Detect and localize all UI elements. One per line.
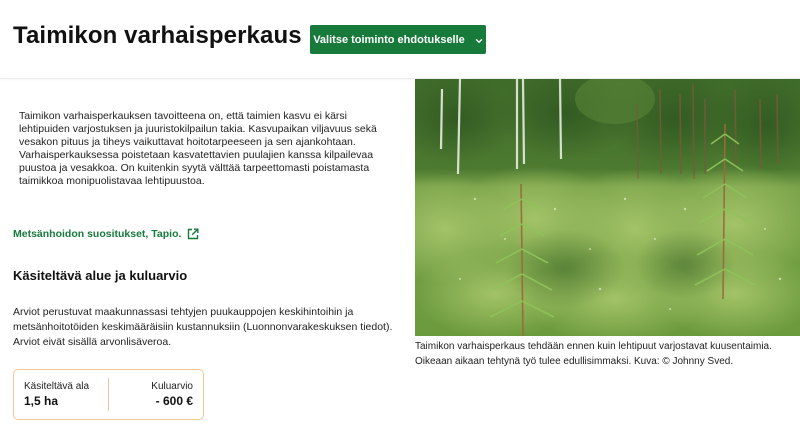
photo-caption: Taimikon varhaisperkaus tehdään ennen kuin lehtipuut varjostavat kuusentaimia. Oikeaan aikaan tehtynä työ tulee edullisimmaksi. Kuva: © Johnny Sved.	[415, 341, 772, 367]
select-action-label: Valitse toiminto ehdotukselle	[313, 33, 465, 46]
intro-text: Taimikon varhaisperkauksen tavoitteena on, että taimien kasvu ei kärsi lehtipuiden varjostuksen ja juuristokilpailun takia. Kasvupaikan viljavuus sekä vesakon pituus ja tiheys vaikuttavat hoitotarpeeseen ja sen ajankohtaan. Varhaisperkauksessa poistetaan kasvatettavien puulajien kanssa kilpailevaa puustoa ja vesakkoa. On kuitenkin syytä välttää tarpeettomasti poistamasta taimikkoa monipuolistavaa lehtipuustoa.	[19, 110, 377, 187]
external-link-icon	[187, 228, 199, 240]
section-title: Käsiteltävä alue ja kuluarvio	[13, 268, 188, 283]
area-cell	[14, 370, 108, 419]
forest-seedling-photo	[415, 79, 800, 336]
chevron-down-icon	[475, 36, 483, 44]
cost-cell	[109, 370, 203, 419]
select-action-button[interactable]	[310, 25, 486, 54]
cost-label: Kuluarvio	[151, 381, 193, 392]
link-label: Metsänhoidon suositukset, Tapio.	[13, 228, 182, 240]
page-header	[0, 0, 800, 79]
cost-value: - 600 €	[155, 394, 193, 408]
area-label: Käsiteltävä ala	[24, 381, 90, 392]
page-title: Taimikon varhaisperkaus	[13, 22, 302, 49]
estimate-note: Arviot perustuvat maakunnassasi tehtyjen puukauppojen keskihintoihin ja metsänhoitotöiden keskimääräisiin kustannuksiin (Luonnonvarakeskuksen tiedot). Arviot eivät sisällä arvonlisäveroa.	[13, 306, 393, 348]
area-value: 1,5 ha	[24, 394, 59, 408]
area-cost-summary-card	[13, 369, 204, 420]
tapio-recommendations-link[interactable]	[13, 228, 199, 240]
